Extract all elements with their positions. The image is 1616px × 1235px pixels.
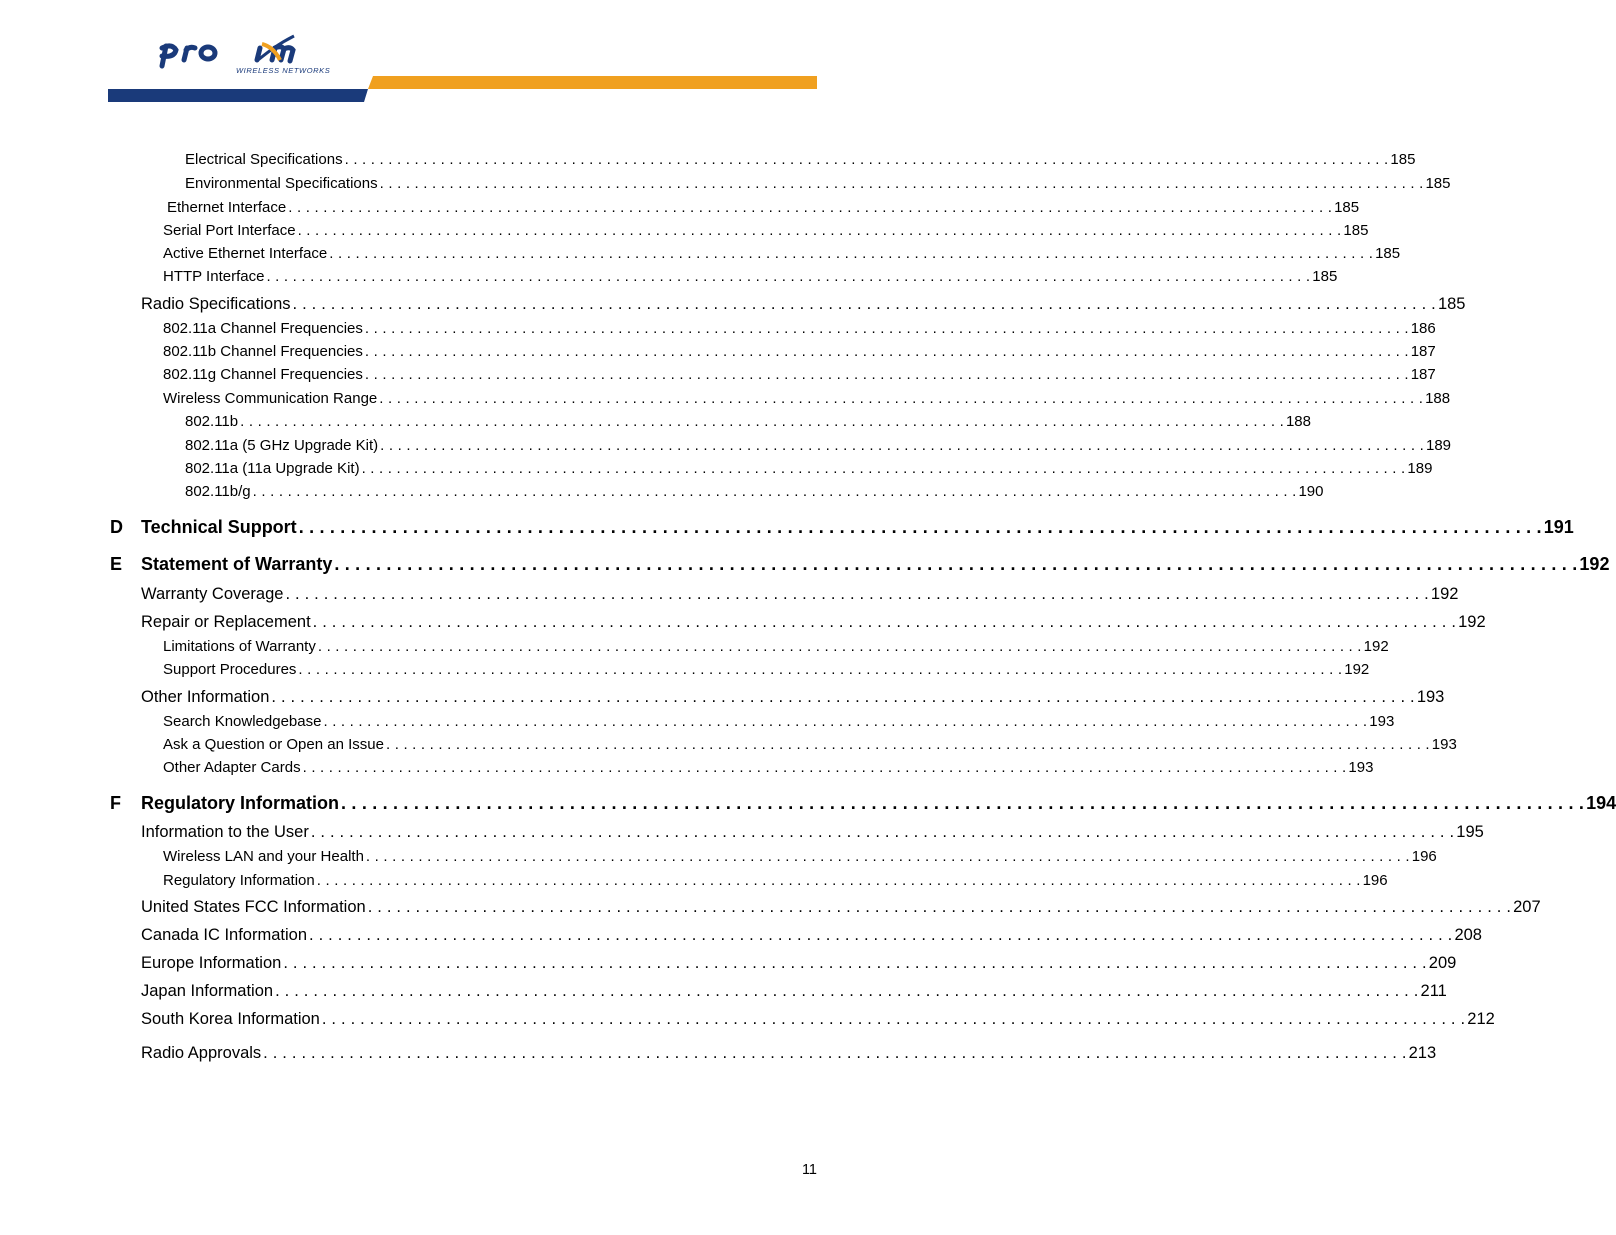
toc-entry-page: 196 <box>1362 872 1388 889</box>
toc-entry-page: 192 <box>1579 554 1610 574</box>
toc-entry-page: 191 <box>1543 517 1574 537</box>
logo-wordmark-graphic <box>156 36 336 70</box>
toc-entry-label: Support Procedures <box>163 661 297 678</box>
toc-entry-page: 189 <box>1407 460 1433 477</box>
toc-dot-leader: . . . . . . . . . . . . . . . . . . . . . . . . . . . . . . . . . . . . . . . . . . . . . . . . . . . . . . . . . . . . . . . . . . . . . . . . . . . . . . . . . . . . . . . . . . . . . . . . . . . . . . . . . . . . . . . . . . . . . . . . <box>344 151 1389 168</box>
toc-entry-label: Ethernet Interface <box>167 199 287 216</box>
toc-dot-leader: . . . . . . . . . . . . . . . . . . . . . . . . . . . . . . . . . . . . . . . . . . . . . . . . . . . . . . . . . . . . . . . . . . . . . . . . . . . . . . . . . . . . . . . . . . . . . . . . . . . . . . . . . . . . . . . . . . . . . . . . <box>334 554 1578 574</box>
toc-dot-leader: . . . . . . . . . . . . . . . . . . . . . . . . . . . . . . . . . . . . . . . . . . . . . . . . . . . . . . . . . . . . . . . . . . . . . . . . . . . . . . . . . . . . . . . . . . . . . . . . . . . . . . . . . . . . . . . . . . . . . . . . <box>310 823 1455 841</box>
toc-entry-page: 185 <box>1437 295 1466 313</box>
toc-entry[interactable] <box>141 1010 1495 1029</box>
toc-dot-leader: . . . . . . . . . . . . . . . . . . . . . . . . . . . . . . . . . . . . . . . . . . . . . . . . . . . . . . . . . . . . . . . . . . . . . . . . . . . . . . . . . . . . . . . . . . . . . . . . . . . . . . . . . . . . . . . . . . . . . . . . <box>385 736 1430 753</box>
toc-entry-label: Active Ethernet Interface <box>163 245 328 262</box>
toc-dot-leader: . . . . . . . . . . . . . . . . . . . . . . . . . . . . . . . . . . . . . . . . . . . . . . . . . . . . . . . . . . . . . . . . . . . . . . . . . . . . . . . . . . . . . . . . . . . . . . . . . . . . . . . . . . . . . . . . . . . . . . . . <box>316 872 1361 889</box>
toc-dot-leader: . . . . . . . . . . . . . . . . . . . . . . . . . . . . . . . . . . . . . . . . . . . . . . . . . . . . . . . . . . . . . . . . . . . . . . . . . . . . . . . . . . . . . . . . . . . . . . . . . . . . . . . . . . . . . . . . . . . . . . . . <box>379 175 1424 192</box>
toc-entry[interactable] <box>141 1044 1437 1063</box>
toc-dot-leader: . . . . . . . . . . . . . . . . . . . . . . . . . . . . . . . . . . . . . . . . . . . . . . . . . . . . . . . . . . . . . . . . . . . . . . . . . . . . . . . . . . . . . . . . . . . . . . . . . . . . . . . . . . . . . . . . . . . . . . . . <box>379 390 1424 407</box>
toc-entry[interactable] <box>110 517 1574 538</box>
toc-entry-page: 193 <box>1369 713 1395 730</box>
toc-entry-page: 187 <box>1410 366 1436 383</box>
toc-entry[interactable] <box>141 982 1447 1001</box>
toc-entry-page: 192 <box>1430 585 1459 603</box>
toc-dot-leader: . . . . . . . . . . . . . . . . . . . . . . . . . . . . . . . . . . . . . . . . . . . . . . . . . . . . . . . . . . . . . . . . . . . . . . . . . . . . . . . . . . . . . . . . . . . . . . . . . . . . . . . . . . . . . . . . . . . . . . . . <box>317 638 1362 655</box>
toc-entry[interactable] <box>185 175 1451 192</box>
toc-entry[interactable] <box>163 872 1388 889</box>
toc-entry-label: 802.11b Channel Frequencies <box>163 343 363 360</box>
toc-entry-label: 802.11g Channel Frequencies <box>163 366 363 383</box>
toc-entry-label: Warranty Coverage <box>141 585 284 603</box>
toc-dot-leader: . . . . . . . . . . . . . . . . . . . . . . . . . . . . . . . . . . . . . . . . . . . . . . . . . . . . . . . . . . . . . . . . . . . . . . . . . . . . . . . . . . . . . . . . . . . . . . . . . . . . . . . . . . . . . . . . . . . . . . . . <box>298 661 1343 678</box>
header-orange-bar <box>368 76 817 89</box>
toc-entry-label: Other Information <box>141 688 270 706</box>
toc-entry-page: 189 <box>1425 437 1452 454</box>
header-navy-bar <box>108 89 368 102</box>
toc-entry-label: Electrical Specifications <box>185 151 343 168</box>
toc-dot-leader: . . . . . . . . . . . . . . . . . . . . . . . . . . . . . . . . . . . . . . . . . . . . . . . . . . . . . . . . . . . . . . . . . . . . . . . . . . . . . . . . . . . . . . . . . . . . . . . . . . . . . . . . . . . . . . . . . . . . . . . . <box>266 268 1311 285</box>
toc-entry[interactable] <box>110 793 1616 814</box>
toc-appendix-letter: D <box>110 517 123 537</box>
toc-dot-leader: . . . . . . . . . . . . . . . . . . . . . . . . . . . . . . . . . . . . . . . . . . . . . . . . . . . . . . . . . . . . . . . . . . . . . . . . . . . . . . . . . . . . . . . . . . . . . . . . . . . . . . . . . . . . . . . . . . . . . . . . <box>302 759 1347 776</box>
logo-tagline: WIRELESS NETWORKS <box>236 66 331 75</box>
toc-entry[interactable] <box>163 222 1369 239</box>
toc-entry[interactable] <box>163 759 1374 776</box>
toc-entry[interactable] <box>163 245 1401 262</box>
toc-dot-leader: . . . . . . . . . . . . . . . . . . . . . . . . . . . . . . . . . . . . . . . . . . . . . . . . . . . . . . . . . . . . . . . . . . . . . . . . . . . . . . . . . . . . . . . . . . . . . . . . . . . . . . . . . . . . . . . . . . . . . . . . <box>364 320 1409 337</box>
toc-entry[interactable] <box>141 688 1445 707</box>
toc-entry-page: 188 <box>1425 390 1451 407</box>
toc-entry[interactable] <box>141 613 1486 632</box>
toc-entry-label: South Korea Information <box>141 1010 320 1028</box>
toc-entry-page: 208 <box>1454 926 1482 944</box>
toc-entry[interactable] <box>185 460 1433 477</box>
toc-dot-leader: . . . . . . . . . . . . . . . . . . . . . . . . . . . . . . . . . . . . . . . . . . . . . . . . . . . . . . . . . . . . . . . . . . . . . . . . . . . . . . . . . . . . . . . . . . . . . . . . . . . . . . . . . . . . . . . . . . . . . . . . <box>361 460 1406 477</box>
toc-entry[interactable] <box>163 343 1436 360</box>
toc-dot-leader: . . . . . . . . . . . . . . . . . . . . . . . . . . . . . . . . . . . . . . . . . . . . . . . . . . . . . . . . . . . . . . . . . . . . . . . . . . . . . . . . . . . . . . . . . . . . . . . . . . . . . . . . . . . . . . . . . . . . . . . . <box>271 688 1415 706</box>
toc-dot-leader: . . . . . . . . . . . . . . . . . . . . . . . . . . . . . . . . . . . . . . . . . . . . . . . . . . . . . . . . . . . . . . . . . . . . . . . . . . . . . . . . . . . . . . . . . . . . . . . . . . . . . . . . . . . . . . . . . . . . . . . . <box>323 713 1368 730</box>
toc-dot-leader: . . . . . . . . . . . . . . . . . . . . . . . . . . . . . . . . . . . . . . . . . . . . . . . . . . . . . . . . . . . . . . . . . . . . . . . . . . . . . . . . . . . . . . . . . . . . . . . . . . . . . . . . . . . . . . . . . . . . . . . . <box>380 437 1424 454</box>
toc-entry-page: 195 <box>1456 823 1484 841</box>
toc-entry[interactable] <box>163 736 1457 753</box>
toc-entry-label: 802.11b/g <box>185 483 251 500</box>
toc-dot-leader: . . . . . . . . . . . . . . . . . . . . . . . . . . . . . . . . . . . . . . . . . . . . . . . . . . . . . . . . . . . . . . . . . . . . . . . . . . . . . . . . . . . . . . . . . . . . . . . . . . . . . . . . . . . . . . . . . . . . . . . . <box>292 295 1436 313</box>
toc-dot-leader: . . . . . . . . . . . . . . . . . . . . . . . . . . . . . . . . . . . . . . . . . . . . . . . . . . . . . . . . . . . . . . . . . . . . . . . . . . . . . . . . . . . . . . . . . . . . . . . . . . . . . . . . . . . . . . . . . . . . . . . . <box>309 926 1453 944</box>
toc-entry-label: Other Adapter Cards <box>163 759 301 776</box>
toc-entry-page: 185 <box>1334 199 1360 216</box>
toc-entry-label: Regulatory Information <box>141 793 340 813</box>
page-number: 11 <box>801 1162 817 1178</box>
toc-dot-leader: . . . . . . . . . . . . . . . . . . . . . . . . . . . . . . . . . . . . . . . . . . . . . . . . . . . . . . . . . . . . . . . . . . . . . . . . . . . . . . . . . . . . . . . . . . . . . . . . . . . . . . . . . . . . . . . . . . . . . . . . <box>283 954 1427 972</box>
toc-dot-leader: . . . . . . . . . . . . . . . . . . . . . . . . . . . . . . . . . . . . . . . . . . . . . . . . . . . . . . . . . . . . . . . . . . . . . . . . . . . . . . . . . . . . . . . . . . . . . . . . . . . . . . . . . . . . . . . . . . . . . . . . <box>365 848 1410 865</box>
toc-dot-leader: . . . . . . . . . . . . . . . . . . . . . . . . . . . . . . . . . . . . . . . . . . . . . . . . . . . . . . . . . . . . . . . . . . . . . . . . . . . . . . . . . . . . . . . . . . . . . . . . . . . . . . . . . . . . . . . . . . . . . . . . <box>367 898 1512 916</box>
toc-entry[interactable] <box>163 268 1338 285</box>
toc-entry-page: 185 <box>1390 151 1416 168</box>
toc-entry-page: 193 <box>1431 736 1457 753</box>
toc-entry-page: 193 <box>1416 688 1445 706</box>
toc-entry[interactable] <box>185 483 1324 500</box>
toc-entry-page: 185 <box>1375 245 1401 262</box>
toc-entry-label: Technical Support <box>141 517 297 537</box>
toc-dot-leader: . . . . . . . . . . . . . . . . . . . . . . . . . . . . . . . . . . . . . . . . . . . . . . . . . . . . . . . . . . . . . . . . . . . . . . . . . . . . . . . . . . . . . . . . . . . . . . . . . . . . . . . . . . . . . . . . . . . . . . . . <box>297 222 1342 239</box>
toc-entry-page: 192 <box>1363 638 1389 655</box>
toc-dot-leader: . . . . . . . . . . . . . . . . . . . . . . . . . . . . . . . . . . . . . . . . . . . . . . . . . . . . . . . . . . . . . . . . . . . . . . . . . . . . . . . . . . . . . . . . . . . . . . . . . . . . . . . . . . . . . . . . . . . . . . . . <box>285 585 1429 603</box>
toc-entry-label: Europe Information <box>141 954 282 972</box>
toc-entry-label: HTTP Interface <box>163 268 265 285</box>
toc-entry-label: Statement of Warranty <box>141 554 333 574</box>
toc-entry[interactable] <box>185 413 1311 430</box>
toc-entry[interactable] <box>110 554 1610 575</box>
toc-dot-leader: . . . . . . . . . . . . . . . . . . . . . . . . . . . . . . . . . . . . . . . . . . . . . . . . . . . . . . . . . . . . . . . . . . . . . . . . . . . . . . . . . . . . . . . . . . . . . . . . . . . . . . . . . . . . . . . . . . . . . . . . <box>275 982 1419 1000</box>
toc-entry-page: 186 <box>1410 320 1436 337</box>
toc-entry-label: Radio Specifications <box>141 295 291 313</box>
toc-entry[interactable] <box>141 926 1482 945</box>
toc-entry-page: 209 <box>1428 954 1457 972</box>
toc-entry[interactable] <box>163 848 1437 865</box>
toc-entry-page: 192 <box>1344 661 1370 678</box>
toc-entry[interactable] <box>163 390 1451 407</box>
toc-entry-page: 187 <box>1410 343 1436 360</box>
toc-entry[interactable] <box>185 437 1452 454</box>
toc-entry[interactable] <box>163 366 1436 383</box>
toc-entry-label: Canada IC Information <box>141 926 308 944</box>
toc-entry[interactable] <box>163 661 1370 678</box>
toc-entry-label: United States FCC Information <box>141 898 366 916</box>
toc-entry-page: 185 <box>1343 222 1369 239</box>
toc-entry[interactable] <box>141 823 1484 842</box>
toc-entry-page: 188 <box>1285 413 1311 430</box>
toc-entry-page: 193 <box>1348 759 1374 776</box>
toc-appendix-letter: F <box>110 793 121 813</box>
toc-entry-label: Information to the User <box>141 823 309 841</box>
toc-dot-leader: . . . . . . . . . . . . . . . . . . . . . . . . . . . . . . . . . . . . . . . . . . . . . . . . . . . . . . . . . . . . . . . . . . . . . . . . . . . . . . . . . . . . . . . . . . . . . . . . . . . . . . . . . . . . . . . . . . . . . . . . <box>364 343 1409 360</box>
toc-entry[interactable] <box>141 954 1457 973</box>
toc-entry-page: 211 <box>1420 982 1447 1000</box>
toc-dot-leader: . . . . . . . . . . . . . . . . . . . . . . . . . . . . . . . . . . . . . . . . . . . . . . . . . . . . . . . . . . . . . . . . . . . . . . . . . . . . . . . . . . . . . . . . . . . . . . . . . . . . . . . . . . . . . . . . . . . . . . . . <box>329 245 1374 262</box>
toc-entry-label: Wireless LAN and your Health <box>163 848 364 865</box>
toc-entry-page: 185 <box>1312 268 1338 285</box>
toc-entry[interactable] <box>141 295 1466 314</box>
toc-entry-label: Wireless Communication Range <box>163 390 378 407</box>
toc-entry-label: Japan Information <box>141 982 274 1000</box>
toc-entry-label: 802.11a Channel Frequencies <box>163 320 363 337</box>
toc-entry[interactable] <box>167 199 1360 216</box>
toc-entry-label: Limitations of Warranty <box>163 638 316 655</box>
header-banner <box>0 0 954 110</box>
toc-dot-leader: . . . . . . . . . . . . . . . . . . . . . . . . . . . . . . . . . . . . . . . . . . . . . . . . . . . . . . . . . . . . . . . . . . . . . . . . . . . . . . . . . . . . . . . . . . . . . . . . . . . . . . . . . . . . . . . . . . . . . . . . <box>252 483 1297 500</box>
toc-entry-label: Radio Approvals <box>141 1044 262 1062</box>
toc-entry-page: 196 <box>1411 848 1437 865</box>
toc-entry[interactable] <box>163 320 1436 337</box>
toc-entry-label: Serial Port Interface <box>163 222 296 239</box>
toc-entry-page: 207 <box>1513 898 1541 916</box>
logo-x-swoosh <box>254 34 298 64</box>
toc-entry-page: 190 <box>1298 483 1324 500</box>
toc-dot-leader: . . . . . . . . . . . . . . . . . . . . . . . . . . . . . . . . . . . . . . . . . . . . . . . . . . . . . . . . . . . . . . . . . . . . . . . . . . . . . . . . . . . . . . . . . . . . . . . . . . . . . . . . . . . . . . . . . . . . . . . . <box>321 1010 1466 1028</box>
toc-dot-leader: . . . . . . . . . . . . . . . . . . . . . . . . . . . . . . . . . . . . . . . . . . . . . . . . . . . . . . . . . . . . . . . . . . . . . . . . . . . . . . . . . . . . . . . . . . . . . . . . . . . . . . . . . . . . . . . . . . . . . . . . <box>263 1044 1407 1062</box>
toc-dot-leader: . . . . . . . . . . . . . . . . . . . . . . . . . . . . . . . . . . . . . . . . . . . . . . . . . . . . . . . . . . . . . . . . . . . . . . . . . . . . . . . . . . . . . . . . . . . . . . . . . . . . . . . . . . . . . . . . . . . . . . . . <box>341 793 1585 813</box>
toc-entry-label: Environmental Specifications <box>185 175 378 192</box>
toc-appendix-letter: E <box>110 554 123 574</box>
toc-dot-leader: . . . . . . . . . . . . . . . . . . . . . . . . . . . . . . . . . . . . . . . . . . . . . . . . . . . . . . . . . . . . . . . . . . . . . . . . . . . . . . . . . . . . . . . . . . . . . . . . . . . . . . . . . . . . . . . . . . . . . . . . <box>298 517 1542 537</box>
toc-entry-page: 213 <box>1408 1044 1437 1062</box>
toc-entry[interactable] <box>141 585 1459 604</box>
toc-entry-label: 802.11a (11a Upgrade Kit) <box>185 460 360 477</box>
toc-entry-page: 192 <box>1458 613 1486 631</box>
toc-dot-leader: . . . . . . . . . . . . . . . . . . . . . . . . . . . . . . . . . . . . . . . . . . . . . . . . . . . . . . . . . . . . . . . . . . . . . . . . . . . . . . . . . . . . . . . . . . . . . . . . . . . . . . . . . . . . . . . . . . . . . . . . <box>312 613 1457 631</box>
toc-dot-leader: . . . . . . . . . . . . . . . . . . . . . . . . . . . . . . . . . . . . . . . . . . . . . . . . . . . . . . . . . . . . . . . . . . . . . . . . . . . . . . . . . . . . . . . . . . . . . . . . . . . . . . . . . . . . . . . . . . . . . . . . <box>240 413 1284 430</box>
toc-entry[interactable] <box>163 713 1395 730</box>
toc-entry-label: 802.11a (5 GHz Upgrade Kit) <box>185 437 379 454</box>
toc-entry-label: Repair or Replacement <box>141 613 311 631</box>
proxim-logo <box>150 34 340 82</box>
toc-entry-label: Regulatory Information <box>163 872 315 889</box>
toc-entry-label: Ask a Question or Open an Issue <box>163 736 384 753</box>
toc-entry-page: 185 <box>1425 175 1451 192</box>
toc-entry[interactable] <box>163 638 1389 655</box>
toc-entry-page: 212 <box>1467 1010 1495 1028</box>
toc-dot-leader: . . . . . . . . . . . . . . . . . . . . . . . . . . . . . . . . . . . . . . . . . . . . . . . . . . . . . . . . . . . . . . . . . . . . . . . . . . . . . . . . . . . . . . . . . . . . . . . . . . . . . . . . . . . . . . . . . . . . . . . . <box>364 366 1409 383</box>
toc-dot-leader: . . . . . . . . . . . . . . . . . . . . . . . . . . . . . . . . . . . . . . . . . . . . . . . . . . . . . . . . . . . . . . . . . . . . . . . . . . . . . . . . . . . . . . . . . . . . . . . . . . . . . . . . . . . . . . . . . . . . . . . . <box>288 199 1333 216</box>
toc-entry-page: 194 <box>1586 793 1616 813</box>
toc-entry-label: Search Knowledgebase <box>163 713 322 730</box>
toc-entry[interactable] <box>141 898 1541 917</box>
toc-entry-label: 802.11b <box>185 413 239 430</box>
toc-entry[interactable] <box>185 151 1416 168</box>
